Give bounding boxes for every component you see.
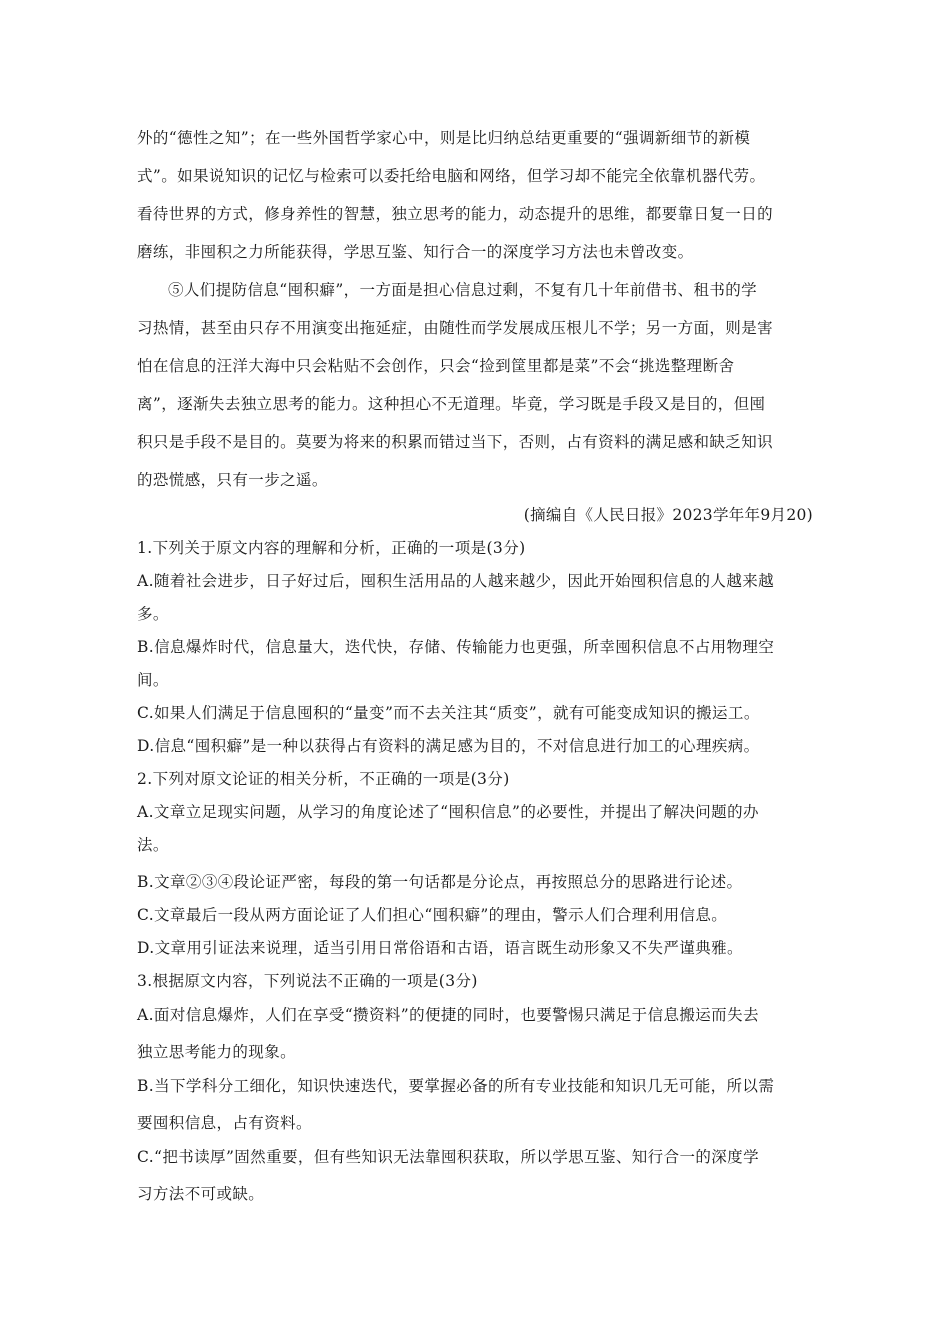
passage-source: (摘编自《人民日报》2023学年年9月20) [523,506,813,524]
option-line: B.文章②③④段论证严密，每段的第一句话都是分论点，再按照总分的思路进行论述。 [137,873,743,891]
option-line: A.文章立足现实问题，从学习的角度论述了“囤积信息”的必要性，并提出了解决问题的办 [137,803,759,821]
option-line: B.当下学科分工细化，知识快速迭代，要掌握必备的所有专业技能和知识几无可能，所以需 [137,1077,775,1095]
passage-line: 离”，逐渐失去独立思考的能力。这种担心不无道理。毕竟，学习既是手段又是目的，但囤 [137,395,766,413]
option-line: D.信息“囤积癖”是一种以获得占有资料的满足感为目的，不对信息进行加工的心理疾病。 [137,737,760,755]
passage-line: 怕在信息的汪洋大海中只会粘贴不会创作，只会“捡到筐里都是菜”不会“挑选整理断舍 [137,357,735,375]
passage-line: 式”。如果说知识的记忆与检索可以委托给电脑和网络，但学习却不能完全依靠机器代劳。 [137,167,766,185]
passage-line: 的恐慌感，只有一步之遥。 [137,471,328,489]
option-line: 多。 [137,605,169,623]
passage-line: 磨练，非囤积之力所能获得，学思互鉴、知行合一的深度学习方法也未曾改变。 [137,243,694,261]
option-line: 要囤积信息，占有资料。 [137,1114,312,1132]
option-line: A.随着社会进步，日子好过后，囤积生活用品的人越来越少，因此开始囤积信息的人越来越 [137,572,775,590]
question-stem: 2.下列对原文论证的相关分析，不正确的一项是(3分) [137,770,510,788]
option-line: D.文章用引证法来说理，适当引用日常俗语和古语，语言既生动形象又不失严谨典雅。 [137,939,743,957]
question-stem: 3.根据原文内容，下列说法不正确的一项是(3分) [137,972,478,990]
passage-line: 积只是手段不是目的。莫要为将来的积累而错过当下，否则，占有资料的满足感和缺乏知识 [137,433,774,451]
option-line: 习方法不可或缺。 [137,1185,265,1203]
option-line: C.如果人们满足于信息囤积的“量变”而不去关注其“质变”，就有可能变成知识的搬运工。 [137,704,760,722]
passage-line: 外的“德性之知”；在一些外国哲学家心中，则是比归纳总结更重要的“强调新细节的新模 [137,129,751,147]
option-line: A.面对信息爆炸，人们在享受“攒资料”的便捷的同时，也要警惕只满足于信息搬运而失去 [137,1006,759,1024]
option-line: C.文章最后一段从两方面论证了人们担心“囤积癖”的理由，警示人们合理利用信息。 [137,906,728,924]
option-line: C.“把书读厚”固然重要，但有些知识无法靠囤积获取，所以学思互鉴、知行合一的深度学 [137,1148,759,1166]
option-line: B.信息爆炸时代，信息量大，迭代快，存储、传输能力也更强，所幸囤积信息不占用物理空 [137,638,775,656]
question-stem: 1.下列关于原文内容的理解和分析，正确的一项是(3分) [137,539,526,557]
option-line: 间。 [137,671,169,689]
passage-line: 习热情，甚至由只存不用演变出拖延症，由随性而学发展成压根儿不学；另一方面，则是害 [137,319,774,337]
passage-line: ⑤人们提防信息“囤积癖”，一方面是担心信息过剩，不复有几十年前借书、租书的学 [168,281,758,299]
passage-line: 看待世界的方式，修身养性的智慧，独立思考的能力，动态提升的思维，都要靠日复一日的 [137,205,774,223]
option-line: 独立思考能力的现象。 [137,1043,297,1061]
option-line: 法。 [137,836,169,854]
